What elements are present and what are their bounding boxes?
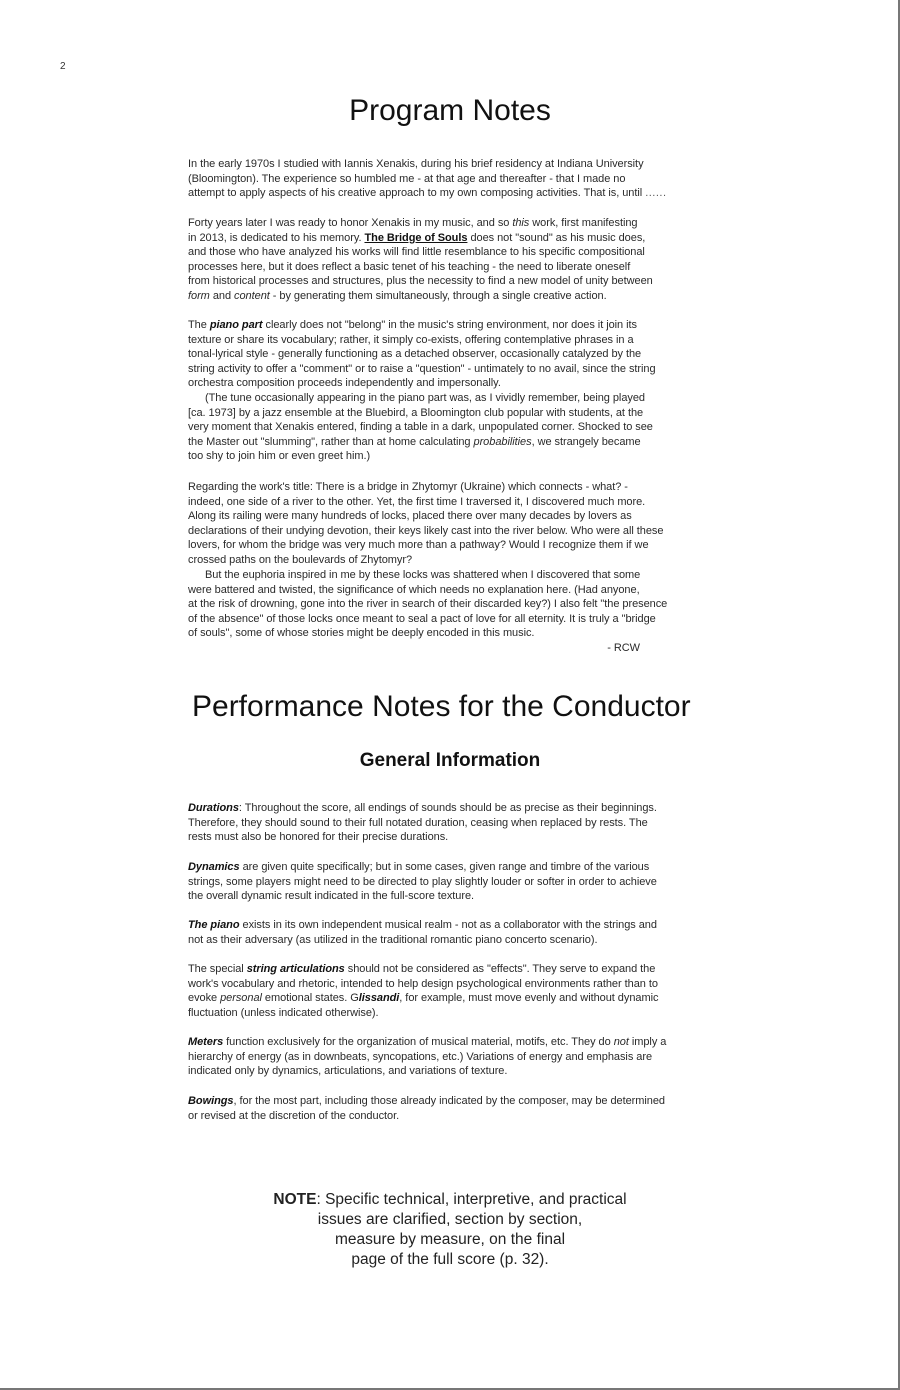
text-line [188,801,758,816]
text-fragment: The special [188,963,247,975]
term-dynamics: Dynamics [188,861,240,873]
score-note [0,1190,900,1270]
emphasis-this: this [512,217,530,229]
text-line: hierarchy of energy (as in downbeats, syncopations, etc.) Variations of energy and emphasis are [188,1050,653,1063]
term-glissandi: lissandi [358,992,400,1005]
text-fragment: should not be considered as "effects". They serve to expand the [344,963,656,975]
text-line: work's vocabulary and rhetoric, intended to help design psychological environments rather than to [188,977,658,990]
text-line: too shy to join him or even greet him.) [188,450,371,463]
text-fragment: and [209,289,235,302]
text-line [188,962,758,977]
term-durations: Durations [188,802,239,814]
text-line [188,918,758,933]
text-fragment: - by generating them simultaneously, through a single creative action. [269,289,607,302]
emphasis-probabilities: probabilities [473,435,532,448]
text-line [188,991,758,1006]
program-notes-paragraph-1 [188,157,758,201]
text-fragment: , for the most part, including those already indicated by the composer, may be determined [233,1095,665,1107]
term-the-piano: The piano [188,919,240,931]
dynamics-paragraph [188,860,758,904]
durations-paragraph [188,801,758,845]
text-line: of souls", some of whose stories might be deeply encoded in this music. [188,627,535,640]
ellipsis: ...... [645,187,667,200]
note-label: NOTE [273,1191,317,1208]
text-line: measure by measure, on the final [334,1231,566,1248]
performance-notes-title: Performance Notes for the Conductor [192,690,691,723]
text-line: (Bloomington). The experience so humbled me - at that age and thereafter - that I made no [188,172,626,185]
text-line [188,435,758,450]
text-fragment: in 2013, is dedicated to his memory. [188,231,365,244]
text-line: string activity to offer a "comment" or to raise a "question" - untimately to no avail, since the string [188,362,656,375]
text-fragment: emotional states. G [261,992,359,1005]
term-piano-part: piano part [209,319,263,331]
text-line [188,318,758,333]
term-bowings: Bowings [188,1095,234,1107]
emphasis-form: form [188,289,210,302]
program-notes-paragraph-2 [188,216,758,304]
emphasis-not: not [613,1036,629,1048]
text-fragment: imply a [628,1036,667,1048]
text-line: rests must also be honored for their precise durations. [188,831,449,844]
text-line-content: attempt to apply aspects of his creative approach to my own composing activities. That is, until [188,187,643,200]
text-line: from historical processes and structures, plus the necessity to find a new model of unity between [188,275,653,288]
text-line [188,186,758,201]
emphasis-personal: personal [220,992,262,1005]
text-fragment: are given quite specifically; but in some cases, given range and timbre of the various [239,861,650,873]
text-line: were battered and twisted, the significance of which needs no explanation here. (Had anyone, [188,583,640,596]
text-line: But the euphoria inspired in me by these locks was shattered when I discovered that some [205,569,641,581]
work-title: The Bridge of Souls [364,231,468,244]
page-number: 2 [60,61,66,72]
text-line: lovers, for whom the bridge was very much more than a pathway? Would I recognize them if we [188,539,649,552]
text-fragment: , we strangely became [531,435,641,448]
text-line [188,860,758,875]
text-line: tonal-lyrical style - generally functioning as a detached observer, occasionally catalyzed by the [188,348,642,361]
program-notes-paragraph-5 [188,480,758,568]
text-line: (The tune occasionally appearing in the piano part was, as I vividly remember, being played [205,392,645,404]
text-line [0,1190,900,1210]
text-line [188,1035,758,1050]
text-line: or revised at the discretion of the conductor. [188,1109,400,1122]
string-articulations-paragraph [188,962,758,1020]
text-line: [ca. 1973] by a jazz ensemble at the Bluebird, a Bloomington club popular with students, at the [188,406,644,419]
text-line: Therefore, they should sound to their full notated duration, ceasing when replaced by rests. The [188,816,648,829]
text-line: fluctuation (unless indicated otherwise). [188,1006,379,1019]
text-line: processes here, but it does reflect a basic tenet of his teaching - the need to liberate oneself [188,260,631,273]
text-fragment: The [188,319,210,331]
program-notes-title: Program Notes [349,94,551,127]
text-fragment: clearly does not "belong" in the music's string environment, nor does it join its [262,319,637,331]
text-line: Regarding the work's title: There is a bridge in Zhytomyr (Ukraine) which connects - what? - [188,481,628,493]
text-line: the overall dynamic result indicated in the full-score texture. [188,890,475,903]
text-line: crossed paths on the boulevards of Zhytomyr? [188,553,413,566]
text-line: very moment that Xenakis entered, finding a table in a dark, unpopulated corner. Shocked to see [188,421,653,434]
text-fragment: : Throughout the score, all endings of sounds should be as precise as their beginnings. [238,802,657,814]
meters-paragraph [188,1035,758,1079]
term-meters: Meters [188,1036,224,1048]
piano-paragraph [188,918,758,947]
text-fragment: , for example, must move evenly and without dynamic [399,992,659,1005]
text-fragment: Forty years later I was ready to honor Xenakis in my music, and so [188,217,513,229]
text-fragment: evoke [188,992,221,1005]
text-fragment: the Master out "slumming", rather than at home calculating [188,435,474,448]
text-fragment: work, first manifesting [529,217,638,229]
text-fragment: : Specific technical, interpretive, and practical [316,1191,627,1208]
program-notes-paragraph-4 [188,391,758,464]
text-line: strings, some players might need to be directed to play slightly louder or softer in order to achieve [188,875,657,888]
emphasis-content: content [234,289,270,302]
text-line: Along its railing were many hundreds of locks, placed there over many decades by lovers as [188,510,632,523]
bowings-paragraph [188,1094,758,1123]
text-line [188,1094,758,1109]
text-line [188,289,758,304]
program-notes-paragraph-3 [188,318,758,391]
text-line: In the early 1970s I studied with Iannis Xenakis, during his brief residency at Indiana University [188,158,644,170]
text-line: of the absence" of those locks once meant to seal a pact of love for all eternity. It is truly a "bridge [188,612,656,625]
term-string-articulations: string articulations [246,963,345,975]
general-information-heading: General Information [359,750,541,771]
text-line: page of the full score (p. 32). [351,1251,549,1268]
text-line: declarations of their undying devotion, their keys likely cast into the river below. Who were all these [188,524,664,537]
text-line: issues are clarified, section by section, [317,1211,583,1228]
text-line: and those who have analyzed his works will find little resemblance to his specific compositional [188,246,645,259]
text-fragment: exists in its own independent musical realm - not as a collaborator with the strings and [239,919,657,931]
text-line: not as their adversary (as utilized in the traditional romantic piano concerto scenario). [188,933,598,946]
text-line: indeed, one side of a river to the other. Yet, the first time I traversed it, I discovered much more. [188,495,646,508]
text-fragment: function exclusively for the organization of musical material, motifs, etc. They do [223,1036,614,1048]
author-signature: - RCW [607,641,640,654]
text-line: texture or share its vocabulary; rather, it simply co-exists, offering contemplative phrases in a [188,333,634,346]
text-line [188,231,758,246]
text-fragment: does not "sound" as his music does, [467,231,646,244]
text-line: orchestra composition proceeds independently and impersonally. [188,377,501,390]
text-line: at the risk of drowning, gone into the river in search of their discarded key?) I also felt "the presence [188,598,668,611]
program-notes-paragraph-6 [188,568,758,656]
text-line [188,216,758,231]
text-line: indicated only by dynamics, articulations, and variations of texture. [188,1065,508,1078]
